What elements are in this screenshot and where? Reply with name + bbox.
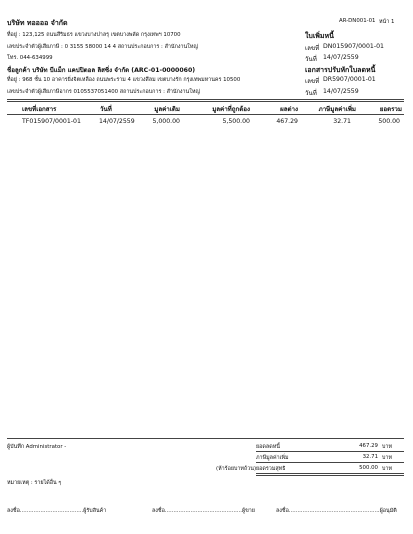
summary-value-debit: 467.29 bbox=[359, 443, 378, 449]
summary-value-net: 500.00 bbox=[359, 465, 378, 471]
recorder: ผู้บันทึก Administrator - bbox=[7, 444, 67, 450]
summary-unit-vat: บาท bbox=[382, 455, 393, 461]
customer-tax-id: เลขประจำตัวผู้เสียภาษีอากร 0105537051400 สถานประกอบการ : สำนักงานใหญ่ bbox=[7, 89, 200, 95]
summary-unit-net: บาท bbox=[382, 466, 393, 472]
summary-rule-1 bbox=[256, 451, 404, 452]
col-date bbox=[100, 104, 130, 114]
cell-total: 500.00 bbox=[378, 118, 400, 125]
ref-title: เอกสารปรับหักใบลดหนี้ bbox=[305, 66, 376, 74]
company-address: ที่อยู่ : 123,125 ถนนสีริมธร แขวงบางปาลรุ เขตบางพลัด กรุงเทพฯ 10700 bbox=[7, 32, 181, 38]
col-correct-value: มูลค่าที่ถูกต้อง bbox=[212, 106, 250, 113]
doc-title: ใบเพิ่มหนี้ bbox=[305, 32, 334, 40]
cell-date: 14/07/2559 bbox=[99, 118, 135, 125]
amount-in-words: (ห้าร้อยบาทถ้วน) bbox=[216, 466, 257, 472]
customer-name: ชื่อลูกค้า บริษัท บีแม็ก แคปปิตอล ลิสซิ่ง จำกัด (ARC-01-0000060) bbox=[7, 67, 196, 74]
col-difference: ผลต่าง bbox=[280, 106, 298, 113]
ref-number-label: เลขที่ bbox=[305, 78, 320, 85]
sign-customer: ลงชื่อ.....................................ผู้รับสินค้า bbox=[7, 508, 107, 514]
customer-address: ที่อยู่ : 968 ชั้น 10 อาคารยิ่งจิตเหลือง ถนนพระราม 4 แขวงสีลม เขตบางรัก กรุงเทพมหานคร 10500 bbox=[7, 77, 241, 83]
doc-number: DN015907/0001-01 bbox=[323, 43, 384, 50]
company-name: บริษัท ทออออ จำกัด bbox=[7, 19, 68, 27]
note: หมายเหตุ : รายได้อื่น ๆ bbox=[7, 480, 62, 486]
footer-rule bbox=[7, 438, 404, 439]
cell-difference: 467.29 bbox=[276, 118, 298, 125]
col-doc-no: เลขที่เอกสาร bbox=[22, 106, 57, 113]
cell-correct-value: 5,500.00 bbox=[222, 118, 250, 125]
company-phone: โทร. 044-634999 bbox=[7, 55, 53, 61]
ref-date-label: วันที่ bbox=[305, 90, 317, 97]
table-header-rule bbox=[7, 114, 404, 115]
sign-seller: ลงชื่อ.............................................ผู้ขาย bbox=[152, 508, 255, 514]
cell-doc-no: TF015907/0001-01 bbox=[22, 118, 81, 125]
col-total: ยอดรวม bbox=[379, 106, 402, 113]
sign-approver: ลงชื่อ.....................................................ผู้อนุมัติ bbox=[276, 508, 397, 514]
summary-double-rule bbox=[256, 473, 404, 476]
col-vat: ภาษีมูลค่าเพิ่ม bbox=[318, 106, 356, 113]
summary-label-vat: ภาษีมูลค่าเพิ่ม bbox=[256, 455, 289, 461]
doc-date-label: วันที่ bbox=[305, 56, 317, 63]
summary-label-net: ยอดรวมสุทธิ bbox=[256, 466, 286, 472]
company-tax-id: เลขประจำตัวผู้เสียภาษี : 0 3155 58000 14 4 สถานประกอบการ : สำนักงานใหญ่ bbox=[7, 44, 198, 50]
doc-date: 14/07/2559 bbox=[323, 54, 359, 61]
summary-value-vat: 32.71 bbox=[362, 454, 378, 460]
summary-unit-debit: บาท bbox=[382, 444, 393, 450]
col-date-label: วันที่ bbox=[100, 106, 112, 113]
ref-number: DR5907/0001-01 bbox=[323, 76, 376, 83]
summary-label-debit: ยอดลดหนี้ bbox=[256, 444, 280, 450]
doc-ref: AR-DN001-01 bbox=[339, 18, 376, 24]
summary-rule-2 bbox=[256, 462, 404, 463]
cell-original-value: 5,000.00 bbox=[152, 118, 180, 125]
table-top-rule bbox=[7, 99, 404, 102]
ref-date: 14/07/2559 bbox=[323, 88, 359, 95]
cell-vat: 32.71 bbox=[333, 118, 351, 125]
page-number: หน้า 1 bbox=[379, 19, 395, 25]
doc-number-label: เลขที่ bbox=[305, 45, 320, 52]
col-original-value: มูลค่าเดิม bbox=[154, 106, 180, 113]
